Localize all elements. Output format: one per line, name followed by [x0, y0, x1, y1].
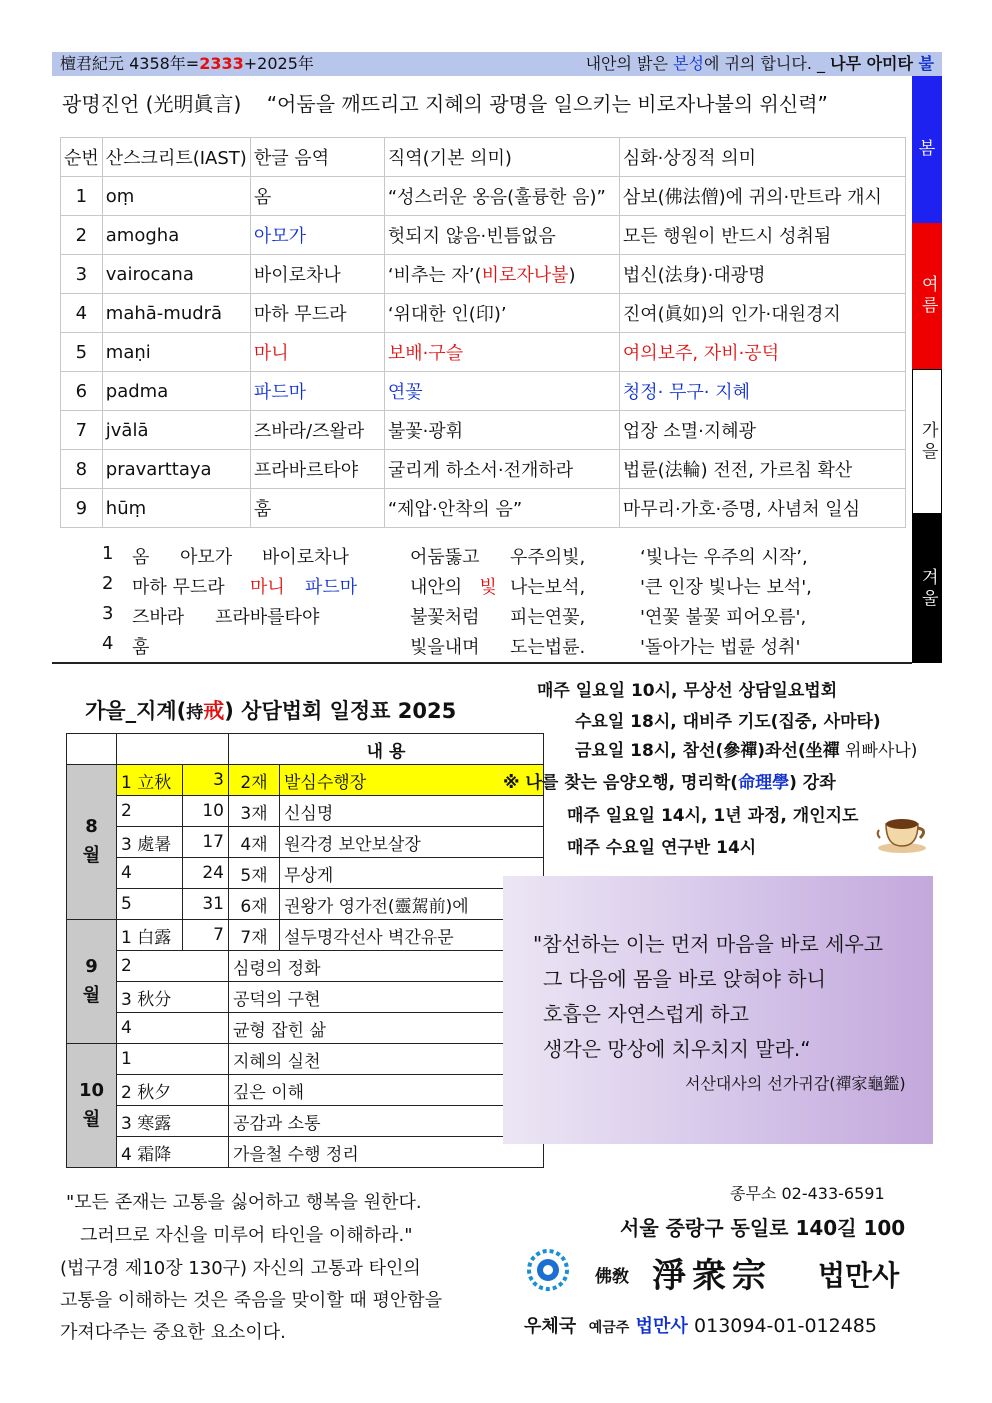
table-row [61, 450, 906, 489]
table-row [61, 411, 906, 450]
meaning-cell: 모든 행원이 반드시 성취됨 [619, 216, 905, 255]
verse-phrase: 나는보석, [510, 577, 586, 598]
table-row [61, 255, 906, 294]
body-line: (법구경 제10장 130구) 자신의 고통과 타인의 [60, 1258, 421, 1279]
table-row [61, 489, 906, 528]
hangul-cell: 옴 [250, 177, 384, 216]
table-row [67, 889, 544, 920]
table-row [67, 1137, 544, 1168]
verse-meaning: ‘빛나는 우주의 시작’, [640, 547, 808, 568]
verse-word: 즈바라 [132, 607, 185, 628]
literal-cell: “성스러운 옹음(훌륭한 음)” [384, 177, 619, 216]
sanskrit-cell: amogha [102, 216, 250, 255]
office-phone: 종무소 02-433-6591 [730, 1184, 885, 1203]
temple-prefix: 佛敎 [595, 1267, 629, 1287]
verse-meaning: '연꽃 불꽃 피어오름', [640, 607, 807, 628]
verse-word: 바이로차나 [262, 547, 349, 568]
week-cell: 4 [117, 858, 183, 889]
hangul-cell: 프라바르타야 [250, 450, 384, 489]
sanskrit-cell: pravarttaya [102, 450, 250, 489]
table-row [67, 1013, 544, 1044]
mantra-heading [62, 88, 828, 117]
mantra-title: 광명진언 (光明眞言) [62, 92, 242, 116]
verse-number: 2 [102, 573, 114, 594]
verse-word: 마니 [250, 577, 285, 598]
hangul-cell: 아모가 [250, 216, 384, 255]
meaning-cell: 업장 소멸·지혜광 [619, 411, 905, 450]
body-line: "모든 존재는 고통을 싫어하고 행복을 원한다. [66, 1192, 422, 1213]
content-cell: 발심수행장 [280, 765, 544, 796]
content-cell: 깊은 이해 [229, 1075, 544, 1106]
schedule-title: 가을_지계(持戒) 상담법회 일정표 2025 [85, 699, 457, 723]
meaning-cell: 청정· 무구· 지혜 [619, 372, 905, 411]
verse-phrase: 우주의빛, [510, 547, 586, 568]
sunday-service: 매주 일요일 10시, 무상선 상담일요법회 [537, 681, 838, 701]
temple-name: 淨衆宗 [652, 1256, 772, 1296]
verse-number: 4 [102, 633, 114, 654]
sanskrit-cell: jvālā [102, 411, 250, 450]
row-number: 6 [61, 372, 103, 411]
temple-local-name: 법만사 [818, 1259, 900, 1292]
jae-cell: 2재 [229, 765, 280, 796]
month-cell: 10월 [67, 1044, 117, 1168]
body-line: 고통을 이해하는 것은 죽음을 맞이할 때 평안함을 [60, 1290, 443, 1311]
literal-cell: 보배·구슬 [384, 333, 619, 372]
week-cell: 4 霜降 [117, 1137, 229, 1168]
quote-line: 그 다음에 몸을 바로 앉혀야 하니 [543, 967, 826, 991]
address: 서울 중랑구 동일로 140길 100 [620, 1216, 906, 1240]
date-cell: 7 [183, 920, 229, 951]
schedule-table [66, 733, 544, 1168]
week-cell: 1 白露 [117, 920, 183, 951]
content-header: 내 용 [229, 734, 544, 765]
week-cell: 3 處暑 [117, 827, 183, 858]
week-cell: 3 秋分 [117, 982, 229, 1013]
verse-phrase: 도는법륜. [510, 637, 586, 658]
week-cell: 3 寒露 [117, 1106, 229, 1137]
era-text: 檀君紀元 4358年=2333+2025年 [60, 54, 314, 73]
column-header: 직역(기본 의미) [384, 138, 619, 177]
meaning-cell: 삼보(佛法僧)에 귀의·만트라 개시 [619, 177, 905, 216]
verse-phrase: 불꽃처럼 [410, 607, 480, 628]
quote-line: 생각은 망상에 치우치지 말라.“ [543, 1037, 811, 1061]
hangul-cell: 바이로차나 [250, 255, 384, 294]
month-cell: 8월 [67, 765, 117, 920]
schedule-header-row [67, 734, 544, 765]
week-cell: 1 立秋 [117, 765, 183, 796]
table-row [67, 1106, 544, 1137]
verse-number: 1 [102, 543, 114, 564]
verse-word: 훔 [132, 637, 150, 658]
mantra-subtitle: “어둠을 깨뜨리고 지혜의 광명을 일으키는 비로자나불의 위신력” [266, 92, 828, 116]
table-row [67, 1044, 544, 1075]
hangul-cell: 즈바라/즈왈라 [250, 411, 384, 450]
meaning-cell: 법신(法身)·대광명 [619, 255, 905, 294]
content-cell: 공감과 소통 [229, 1106, 544, 1137]
season-autumn: 가을 [912, 369, 942, 514]
meaning-cell: 마무리·가호·증명, 사념처 일심 [619, 489, 905, 528]
header-bar [52, 52, 942, 76]
column-header: 산스크리트(IAST) [102, 138, 250, 177]
lecture-title: ※ 나를 찾는 음양오행, 명리학(命理學) 강좌 [503, 773, 836, 793]
row-number: 2 [61, 216, 103, 255]
row-number: 4 [61, 294, 103, 333]
content-cell: 공덕의 구현 [229, 982, 544, 1013]
date-cell: 31 [183, 889, 229, 920]
literal-cell: 연꽃 [384, 372, 619, 411]
quote-line: 호흡은 자연스럽게 하고 [543, 1002, 749, 1026]
verse-phrase: 빛을내며 [410, 637, 480, 658]
mantra-table [60, 137, 906, 528]
meaning-cell: 여의보주, 자비·공덕 [619, 333, 905, 372]
content-cell: 무상게 [280, 858, 544, 889]
literal-cell: 헛되지 않음·빈틈없음 [384, 216, 619, 255]
sanskrit-cell: padma [102, 372, 250, 411]
table-row [61, 372, 906, 411]
row-number: 7 [61, 411, 103, 450]
lecture-wednesday: 매주 수요일 연구반 14시 [567, 838, 757, 858]
jae-cell: 4재 [229, 827, 280, 858]
verse-meaning: '큰 인장 빛나는 보석', [640, 577, 812, 598]
temple-logo-icon [526, 1248, 570, 1292]
body-line: 그러므로 자신을 미루어 타인을 이해하라." [80, 1225, 413, 1246]
section-divider [52, 662, 912, 664]
table-row [67, 1075, 544, 1106]
table-header-row [61, 138, 906, 177]
content-cell: 설두명각선사 벽간유문 [280, 920, 544, 951]
jae-cell: 3재 [229, 796, 280, 827]
week-cell: 2 [117, 796, 183, 827]
column-header: 심화·상징적 의미 [619, 138, 905, 177]
table-row [67, 858, 544, 889]
jae-cell: 5재 [229, 858, 280, 889]
verse-phrase: 내안의 빛 [410, 577, 497, 598]
hangul-cell: 훔 [250, 489, 384, 528]
column-header: 순번 [61, 138, 103, 177]
sanskrit-cell: hūṃ [102, 489, 250, 528]
season-winter: 겨울 [912, 514, 942, 663]
verse-word: 아모가 [180, 547, 233, 568]
content-cell: 지혜의 실천 [229, 1044, 544, 1075]
verse-word: 프라바를타야 [215, 607, 320, 628]
sanskrit-cell: oṃ [102, 177, 250, 216]
row-number: 3 [61, 255, 103, 294]
body-line: 가져다주는 중요한 요소이다. [60, 1322, 286, 1343]
sanskrit-cell: mahā-mudrā [102, 294, 250, 333]
lecture-sunday: 매주 일요일 14시, 1년 과정, 개인지도 [567, 806, 859, 826]
verse-word: 옴 [132, 547, 150, 568]
friday-service: 금요일 18시, 참선(參禪)좌선(坐禪 위빠사나) [575, 741, 918, 761]
sanskrit-cell: vairocana [102, 255, 250, 294]
table-row [67, 951, 544, 982]
table-row [67, 982, 544, 1013]
table-row [61, 177, 906, 216]
content-cell: 심령의 정화 [229, 951, 544, 982]
literal-cell: “제압·안착의 음” [384, 489, 619, 528]
meaning-cell: 법륜(法輪) 전전, 가르침 확산 [619, 450, 905, 489]
content-cell: 균형 잡힌 삶 [229, 1013, 544, 1044]
verse-phrase: 어둠뚫고 [410, 547, 480, 568]
verse-meaning: '돌아가는 법륜 성취' [640, 637, 801, 658]
hangul-cell: 파드마 [250, 372, 384, 411]
tea-cup-icon [874, 810, 930, 854]
row-number: 8 [61, 450, 103, 489]
literal-cell: 굴리게 하소서·전개하라 [384, 450, 619, 489]
jae-cell: 6재 [229, 889, 280, 920]
meaning-cell: 진여(眞如)의 인가·대원경지 [619, 294, 905, 333]
date-cell: 10 [183, 796, 229, 827]
row-number: 9 [61, 489, 103, 528]
literal-cell: ‘비추는 자’(비로자나불) [384, 255, 619, 294]
date-cell: 3 [183, 765, 229, 796]
date-cell: 17 [183, 827, 229, 858]
table-row [67, 765, 544, 796]
row-number: 5 [61, 333, 103, 372]
week-cell: 1 [117, 1044, 229, 1075]
week-cell: 5 [117, 889, 183, 920]
week-cell: 2 [117, 951, 229, 982]
verse-number: 3 [102, 603, 114, 624]
table-row [67, 827, 544, 858]
week-cell: 2 秋夕 [117, 1075, 229, 1106]
verse-word: 마하 무드라 [132, 577, 225, 598]
table-row [61, 294, 906, 333]
content-cell: 권왕가 영가전(靈駕前)에 [280, 889, 544, 920]
table-row [61, 216, 906, 255]
verse-phrase: 피는연꽃, [510, 607, 586, 628]
quote-source: 서산대사의 선가귀감(禪家龜鑑) [685, 1074, 906, 1093]
content-cell: 원각경 보안보살장 [280, 827, 544, 858]
motto-text: 내안의 밝은 본성에 귀의 합니다. _ 나무 아미타 불 [585, 54, 934, 73]
verse-word: 파드마 [305, 577, 358, 598]
quote-box [503, 876, 933, 1144]
table-row [67, 796, 544, 827]
hangul-cell: 마니 [250, 333, 384, 372]
table-row [61, 333, 906, 372]
date-cell: 24 [183, 858, 229, 889]
jae-cell: 7재 [229, 920, 280, 951]
season-spring: 봄 [912, 76, 942, 223]
literal-cell: ‘위대한 인(印)’ [384, 294, 619, 333]
wednesday-service: 수요일 18시, 대비주 기도(집중, 사마타) [575, 712, 881, 732]
content-cell: 신심명 [280, 796, 544, 827]
week-cell: 4 [117, 1013, 229, 1044]
season-summer: 여름 [912, 223, 942, 369]
literal-cell: 불꽃·광휘 [384, 411, 619, 450]
quote-line: "참선하는 이는 먼저 마음을 바로 세우고 [533, 932, 884, 956]
table-row [67, 920, 544, 951]
content-cell: 가을철 수행 정리 [229, 1137, 544, 1168]
row-number: 1 [61, 177, 103, 216]
month-cell: 9월 [67, 920, 117, 1044]
column-header: 한글 음역 [250, 138, 384, 177]
hangul-cell: 마하 무드라 [250, 294, 384, 333]
sanskrit-cell: maṇi [102, 333, 250, 372]
bank-account: 우체국 예금주 법만사 013094-01-012485 [524, 1315, 877, 1337]
